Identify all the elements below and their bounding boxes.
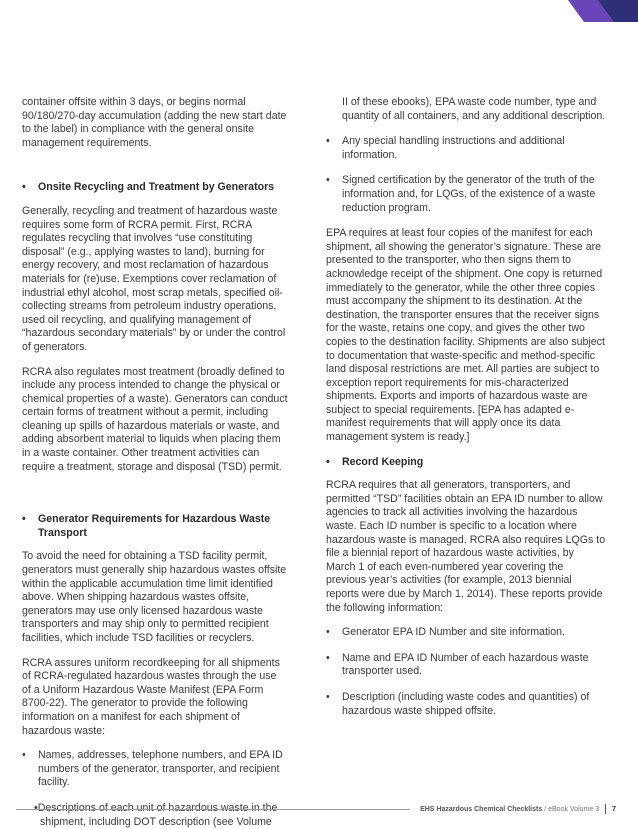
list-item [326,174,606,215]
heading-text: Onsite Recycling and Treatment by Generators [38,181,275,194]
section-heading-onsite-recycling [22,181,288,195]
list-item [326,626,606,640]
left-column [22,96,288,829]
paragraph: Generally, recycling and treatment of hazardous waste requires some form of RCRA permit. First, RCRA regulates recycling that involves “use constituting disposal” (e.g., applying wastes to land), burning for energy recovery, and most reclamation of hazardous materials for (re)use. Exemptions cover reclamation of industrial ethyl alcohol, most scrap metals, specified oil-collecting streams from petroleum industry operations, used oil recycling, and qualifying management of “hazardous secondary materials” by or under the control of generators. [22,204,286,353]
list-item [326,652,606,679]
bullet-marker: • [326,690,330,703]
footer-separator [605,804,606,814]
list-item-text: Any special handling instructions and additional information. [342,135,565,161]
right-continuation-text: II of these ebooks), EPA waste code number, type and quantity of all containers, and any additional description. [342,96,606,122]
footer-title: EHS Hazardous Chemical Checklists [420,805,543,813]
left-continuation-text: container offsite within 3 days, or begins normal 90/180/270-day accumulation (adding the new start date to the label) in compliance with the general onsite management requirements. [22,96,287,149]
bullet-marker: • [22,749,26,762]
paragraph: RCRA also regulates most treatment (broadly defined to include any process intended to change the physical or chemical properties of a waste). Generators can conduct certain forms of treatment without a permit, including cleaning up spills of hazardous materials or waste, and adding absorbent material to liquids when placing them in a waste container. Other treatment activities can require a treatment, storage and disposal (TSD) permit. [22,365,288,473]
list-item-text: Names, addresses, telephone numbers, and EPA ID numbers of the generator, transporter, and recipient facility. [38,749,283,789]
heading-text: Generator Requirements for Hazardous Waste Transport [38,513,271,539]
paragraph: EPA requires at least four copies of the manifest for each shipment, all showing the generator’s signature. These are presented to the transporter, who then signs them to acknowledge receipt of the shipment. One copy is returned immediately to the generator, while the other three copies must accompany the shipment to its destination. At the destination, the transporter ensures that the receiver signs for the waste, retains one copy, and gives the other two copies to the destination facility. Shipments are also subject to documentation that waste-specific and method-specific land disposal restrictions are met. All parties are subject to exception report requirements for mis-characterized shipments. Exports and imports of hazardous waste are subject to special requirements. [EPA has adapted e-manifest requirements that will apply once its data management system is ready.] [326,227,605,444]
bullet-marker: • [326,455,330,468]
heading-text: Record Keeping [342,455,424,468]
list-item [22,749,288,790]
bullet-marker: • [326,651,330,664]
bullet-marker: • [326,174,330,187]
corner-accent-graphic [568,0,638,22]
right-column [326,96,606,730]
list-item [326,691,606,718]
page-number: 7 [612,805,616,813]
list-item [326,135,606,162]
bullet-marker: • [326,626,330,639]
section-heading-record-keeping [326,456,606,470]
bullet-marker: • [22,181,26,194]
footer-rule [16,809,410,810]
list-item-text: Name and EPA ID Number of each hazardous waste transporter used. [342,651,589,678]
paragraph: RCRA assures uniform recordkeeping for all shipments of RCRA-regulated hazardous wastes through the use of a Uniform Hazardous Waste Manifest (EPA Form 8700-22). The generator to provide the following information on a manifest for each shipment of hazardous waste: [22,656,280,737]
footer-volume: / eBook Volume 3 [544,805,600,813]
section-heading-generator-requirements [22,513,288,540]
page-footer [16,802,616,816]
bullet-marker: • [326,135,330,148]
list-item-text: Description (including waste codes and quantities) of hazardous waste shipped offsite. [342,690,590,717]
list-item-descriptions: •Descriptions of each unit of hazardous waste in the shipment, including DOT description (see Volume [34,801,278,828]
paragraph: To avoid the need for obtaining a TSD facility permit, generators must generally ship hazardous wastes offsite within the applicable accumulation time limit identified above. When shipping hazardous wastes offsite, generators may use only licensed hazardous waste transporters and may ship only to permitted recipient facilities, which include TSD facilities or recyclers. [22,550,287,644]
list-item-text: Generator EPA ID Number and site information. [342,626,565,639]
paragraph: RCRA requires that all generators, transporters, and permitted “TSD” facilities obtain an EPA ID number to allow agencies to track all activities involving the hazardous waste. Each ID number is specific to a location where hazardous waste is managed. RCRA also requires LQGs to file a biennial report of hazardous waste activities, by March 1 of each even-numbered year covering the previous year’s activities (for example, 2013 biennial reports were due by March 1, 2014). These reports provide the following information: [326,479,606,614]
list-item-text: Signed certification by the generator of the truth of the information and, for LQGs, of the existence of a waste reduction program. [342,174,596,214]
bullet-marker: • [22,513,26,526]
